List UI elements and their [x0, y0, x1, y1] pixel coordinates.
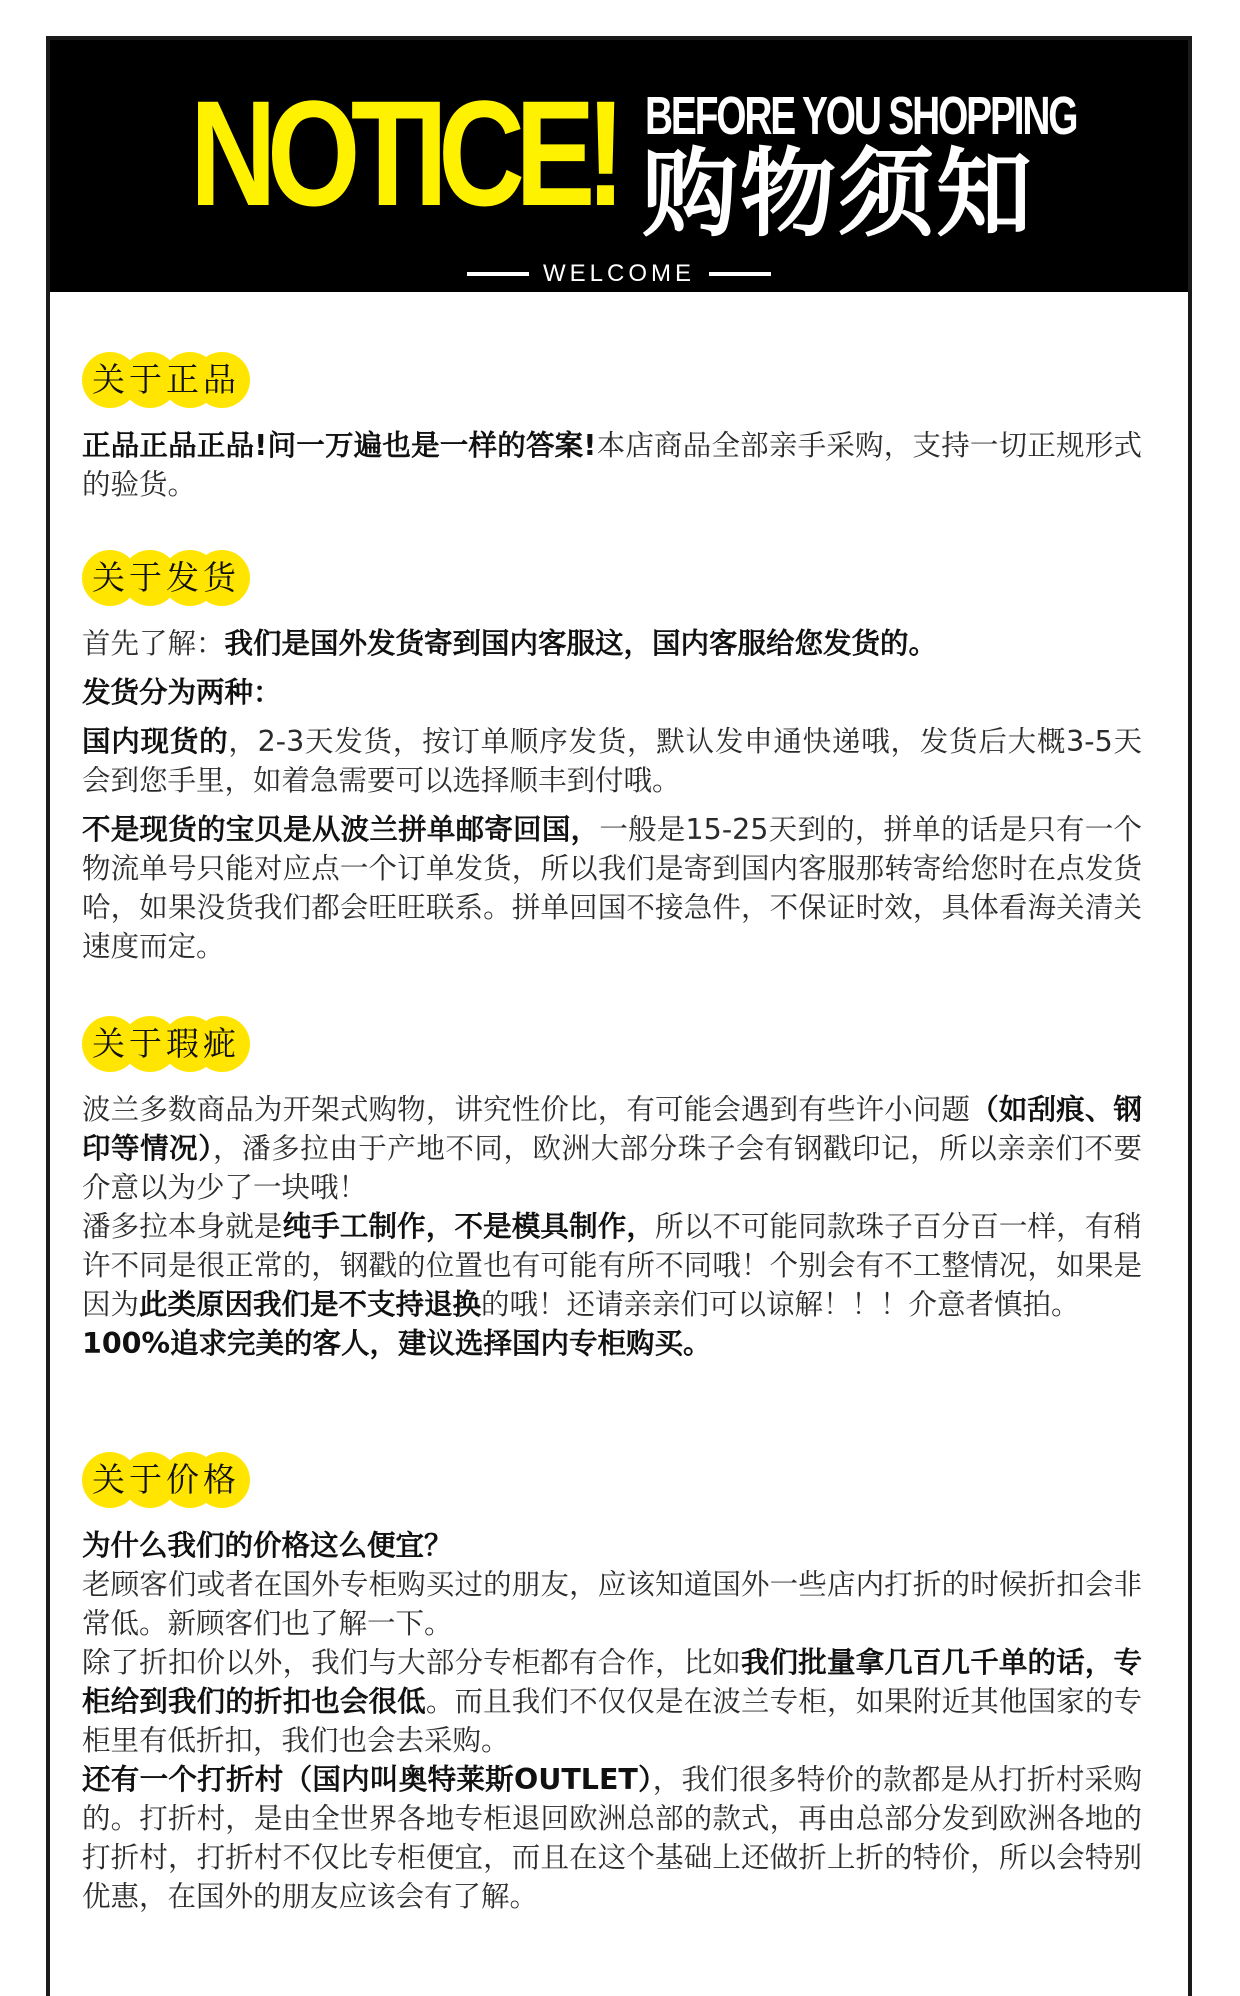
section-heading-badge [82, 1016, 250, 1072]
paragraph: 首先了解：我们是国外发货寄到国内客服这，国内客服给您发货的。 [82, 627, 938, 660]
section-heading: 关于发货 [92, 558, 240, 597]
paragraph: 老顾客们或者在国外专柜购买过的朋友，应该知道国外一些店内打折的时候折扣会非常低。新顾客们也了解一下。 [82, 1568, 1142, 1640]
paragraph: 不是现货的宝贝是从波兰拼单邮寄回国，一般是15-25天到的，拼单的话是只有一个物流单号只能对应点一个订单发货，所以我们是寄到国内客服那转寄给您时在点发货哈，如果没货我们都会旺旺联系。拼单回国不接急件，不保证时效，具体看海关清关速度而定。 [82, 813, 1142, 963]
welcome-row [50, 258, 1188, 290]
welcome-text: WELCOME [542, 260, 695, 287]
section-heading: 关于价格 [92, 1460, 240, 1499]
paragraph: 潘多拉本身就是纯手工制作，不是模具制作，所以不可能同款珠子百分百一样，有稍许不同是很正常的，钢戳的位置也有可能有所不同哦！个别会有不工整情况，如果是因为此类原因我们是不支持退换的哦！还请亲亲们可以谅解！！！介意者慎拍。 [82, 1210, 1142, 1321]
paragraph: 国内现货的，2-3天发货，按订单顺序发货，默认发申通快递哦，发货后大概3-5天会到您手里，如着急需要可以选择顺丰到付哦。 [82, 725, 1142, 797]
section-authentic [82, 352, 1142, 504]
section-heading: 关于瑕疵 [92, 1024, 240, 1063]
notice-banner [50, 40, 1188, 292]
notice-headline: NOTICE! [190, 69, 617, 237]
section-defects [82, 1016, 1142, 1363]
paragraph: 波兰多数商品为开架式购物，讲究性价比，有可能会遇到有些许小问题（如刮痕、钢印等情况），潘多拉由于产地不同，欧洲大部分珠子会有钢戳印记，所以亲亲们不要介意以为少了一块哦！ [82, 1093, 1142, 1204]
paragraph: 正品正品正品!问一万遍也是一样的答案!本店商品全部亲手采购，支持一切正规形式的验货。 [82, 429, 1142, 501]
section-price [82, 1452, 1142, 1916]
welcome-left-rule [467, 272, 529, 276]
section-heading-badge [82, 352, 250, 408]
paragraph: 发货分为两种： [82, 676, 282, 709]
section-shipping [82, 550, 1142, 966]
notice-card [46, 36, 1192, 1996]
paragraph: 还有一个打折村（国内叫奥特莱斯OUTLET），我们很多特价的款都是从打折村采购的。打折村，是由全世界各地专柜退回欧洲总部的款式，再由总部分发到欧洲各地的打折村，打折村不仅比专柜便宜，而且在这个基础上还做折上折的特价，所以会特别优惠，在国外的朋友应该会有了解。 [82, 1763, 1142, 1913]
paragraph: 为什么我们的价格这么便宜？ [82, 1529, 453, 1562]
section-heading: 关于正品 [92, 360, 240, 399]
shopping-notice-title: 购物须知 [642, 138, 1034, 250]
before-you-shopping-text: BEFORE YOU SHOPPING [645, 86, 1077, 146]
section-heading-badge [82, 550, 250, 606]
section-heading-badge [82, 1452, 250, 1508]
welcome-right-rule [709, 272, 771, 276]
paragraph: 100%追求完美的客人，建议选择国内专柜购买。 [82, 1327, 712, 1360]
paragraph: 除了折扣价以外，我们与大部分专柜都有合作，比如我们批量拿几百几千单的话，专柜给到我们的折扣也会很低。而且我们不仅仅是在波兰专柜，如果附近其他国家的专柜里有低折扣，我们也会去采购。 [82, 1646, 1142, 1757]
